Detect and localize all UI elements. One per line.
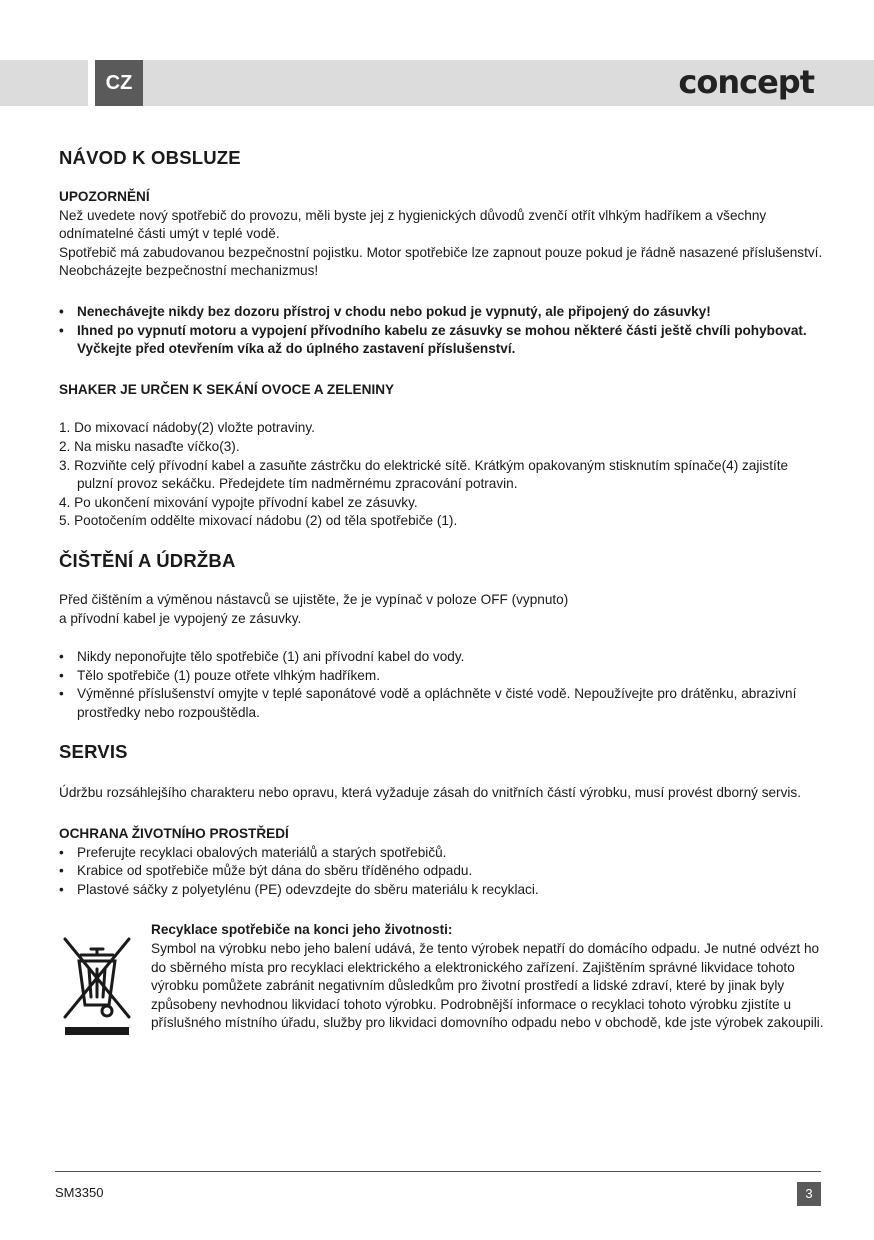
list-item: 5. Pootočením oddělte mixovací nádobu (2) od těla spotřebiče (1). <box>59 513 458 529</box>
environment-bullets <box>59 844 824 900</box>
list-item: • Nikdy neponořujte tělo spotřebiče (1) ani přívodní kabel do vody. <box>59 648 824 667</box>
cleaning-bullets <box>59 648 824 722</box>
cleaning-intro-line-2: a přívodní kabel je vypojený ze zásuvky. <box>59 610 302 626</box>
recycling-block <box>59 921 824 1045</box>
footer-model: SM3350 <box>55 1185 104 1200</box>
list-item: • Nenechávejte nikdy bez dozoru přístroj v chodu nebo pokud je vypnutý, ale připojený do zásuvky! <box>59 303 824 322</box>
recycling-text-block <box>151 921 824 1033</box>
warning-paragraph-2: Spotřebič má zabudovanou bezpečnostní pojistku. Motor spotřebiče lze zapnout pouze pokud je řádně nasazené příslušenství. Neobcházejte bezpečnostní mechanizmus! <box>59 244 823 279</box>
shaker-steps <box>59 419 824 531</box>
list-item: 1. Do mixovací nádoby(2) vložte potraviny. <box>59 420 315 436</box>
manual-title: NÁVOD K OBSLUZE <box>59 147 241 168</box>
page-number: 3 <box>797 1182 821 1206</box>
cleaning-intro-line-1: Před čištěním a výměnou nástavců se ujistěte, že je vypínač v poloze OFF (vypnuto) <box>59 591 569 607</box>
list-item: • Ihned po vypnutí motoru a vypojení přívodního kabelu ze zásuvky se mohou některé části ještě chvíli pohybovat. Vyčkejte před otevřením víka až do úplného zastavení příslušenství. <box>59 322 824 359</box>
cleaning-title: ČIŠTĚNÍ A ÚDRŽBA <box>59 549 236 571</box>
list-item: 3. Rozviňte celý přívodní kabel a zasuňte zástrčku do elektrické sítě. Krátkým opakovaným stisknutím spínače(4) zajistíte pulzní provoz sekáčku. Předejdete tím nadměrnému zpracování potravin. <box>59 457 789 492</box>
list-item: • Výměnné příslušenství omyjte v teplé saponátové vodě a opláchněte v čisté vodě. Nepoužívejte pro drátěnku, abrazivní prostředky nebo rozpouštědla. <box>59 685 824 722</box>
service-text: Údržbu rozsáhlejšího charakteru nebo opravu, která vyžaduje zásah do vnitřních částí výrobku, musí provést dborný servis. <box>59 785 801 801</box>
footer-divider <box>55 1171 821 1172</box>
lang-badge: CZ <box>95 60 143 106</box>
list-item: 2. Na misku nasaďte víčko(3). <box>59 438 240 454</box>
warning-heading: UPOZORNĚNÍ <box>59 189 150 204</box>
environment-heading: OCHRANA ŽIVOTNÍHO PROSTŘEDÍ <box>59 826 289 842</box>
crossed-out-wheelie-bin-icon <box>59 921 151 1045</box>
list-item: 4. Po ukončení mixování vypojte přívodní kabel ze zásuvky. <box>59 494 418 510</box>
list-item: • Tělo spotřebiče (1) pouze otřete vlhkým hadříkem. <box>59 667 824 686</box>
list-item: • Preferujte recyklaci obalových materiálů a starých spotřebičů. <box>59 844 824 863</box>
list-item: • Krabice od spotřebiče může být dána do sběru tříděného odpadu. <box>59 862 824 881</box>
service-title: SERVIS <box>59 741 128 763</box>
brand-logo: concept <box>678 63 814 101</box>
page-content <box>59 146 824 1045</box>
recycling-text: Symbol na výrobku nebo jeho balení udává, že tento výrobek nepatří do domácího odpadu. Je nutné odvézt ho do sběrného místa pro recyklaci elektrického a elektronického zařízení. Zajištěním správné likvidace tohoto výrobku pomůžete zabránit negativním důsledkům pro životní prostředí a lidské zdraví, které by jinak byly způsobeny nevhodnou likvidací tohoto výrobku. Podrobnější informace o recyklaci tohoto výrobku zjistíte u příslušného místního úřadu, služby pro likvidaci domovního odpadu nebo v obchodě, kde jste výrobek zakoupili. <box>151 941 824 1031</box>
shaker-heading: SHAKER JE URČEN K SEKÁNÍ OVOCE A ZELENINY <box>59 381 395 397</box>
warning-paragraph-1: Než uvedete nový spotřebič do provozu, měli byste jej z hygienických důvodů zvenčí otřít vlhkým hadříkem a všechny odnímatelné části umýt v teplé vodě. <box>59 207 767 242</box>
recycling-title: Recyklace spotřebiče na konci jeho životnosti: <box>151 922 453 938</box>
warning-bullets <box>59 303 824 359</box>
list-item: • Plastové sáčky z polyetylénu (PE) odevzdejte do sběru materiálu k recyklaci. <box>59 881 824 900</box>
